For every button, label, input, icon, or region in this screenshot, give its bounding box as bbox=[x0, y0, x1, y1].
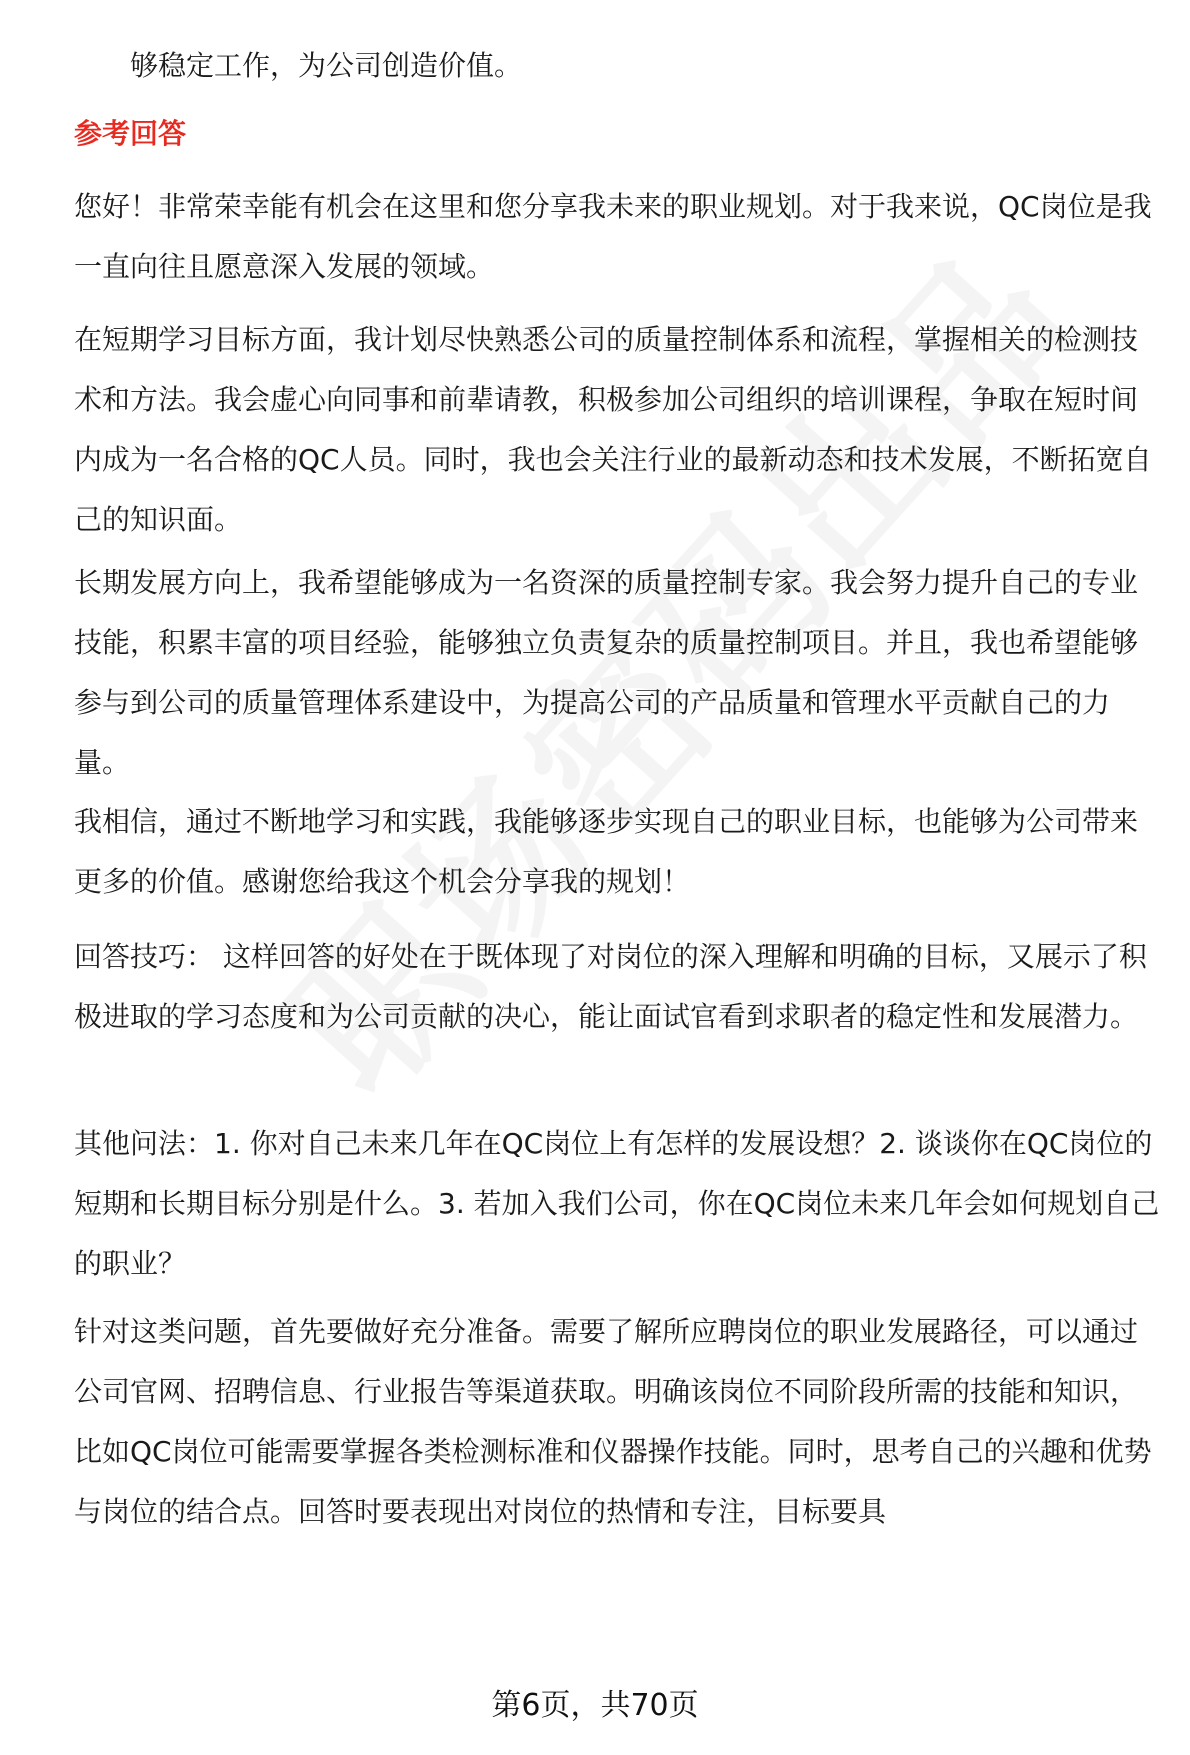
paragraph-closing: 我相信，通过不断地学习和实践，我能够逐步实现自己的职业目标，也能够为公司带来更多的价值。感谢您给我这个机会分享我的规划！ bbox=[74, 805, 1139, 898]
paragraph-other-questions: 其他问法：1. 你对自己未来几年在QC岗位上有怎样的发展设想？2. 谈谈你在QC岗位的短期和长期目标分别是什么。3. 若加入我们公司，你在QC岗位未来几年会如何规划自己的职业？ bbox=[74, 1127, 1160, 1280]
paragraph-short-term: 在短期学习目标方面，我计划尽快熟悉公司的质量控制体系和流程，掌握相关的检测技术和方法。我会虚心向同事和前辈请教，积极参加公司组织的培训课程，争取在短时间内成为一名合格的QC人员。同时，我也会关注行业的最新动态和技术发展，不断拓宽自己的知识面。 bbox=[74, 323, 1152, 536]
section-heading: 参考回答 bbox=[74, 117, 187, 150]
paragraph-greeting: 您好！非常荣幸能有机会在这里和您分享我未来的职业规划。对于我来说，QC岗位是我一直向往且愿意深入发展的领域。 bbox=[74, 190, 1152, 283]
continuation-text: 够稳定工作，为公司创造价值。 bbox=[130, 49, 523, 82]
paragraph-advice: 针对这类问题，首先要做好充分准备。需要了解所应聘岗位的职业发展路径，可以通过公司官网、招聘信息、行业报告等渠道获取。明确该岗位不同阶段所需的技能和知识，比如QC岗位可能需要掌握各类检测标准和仪器操作技能。同时，思考自己的兴趣和优势与岗位的结合点。回答时要表现出对岗位的热情和专注，目标要具 bbox=[74, 1315, 1152, 1528]
paragraph-long-term: 长期发展方向上，我希望能够成为一名资深的质量控制专家。我会努力提升自己的专业技能，积累丰富的项目经验，能够独立负责复杂的质量控制项目。并且，我也希望能够参与到公司的质量管理体系建设中，为提高公司的产品质量和管理水平贡献自己的力量。 bbox=[74, 566, 1139, 779]
page-number: 第6页，共70页 bbox=[491, 1688, 699, 1723]
paragraph-tips: 回答技巧： 这样回答的好处在于既体现了对岗位的深入理解和明确的目标，又展示了积极进取的学习态度和为公司贡献的决心，能让面试官看到求职者的稳定性和发展潜力。 bbox=[74, 940, 1147, 1033]
